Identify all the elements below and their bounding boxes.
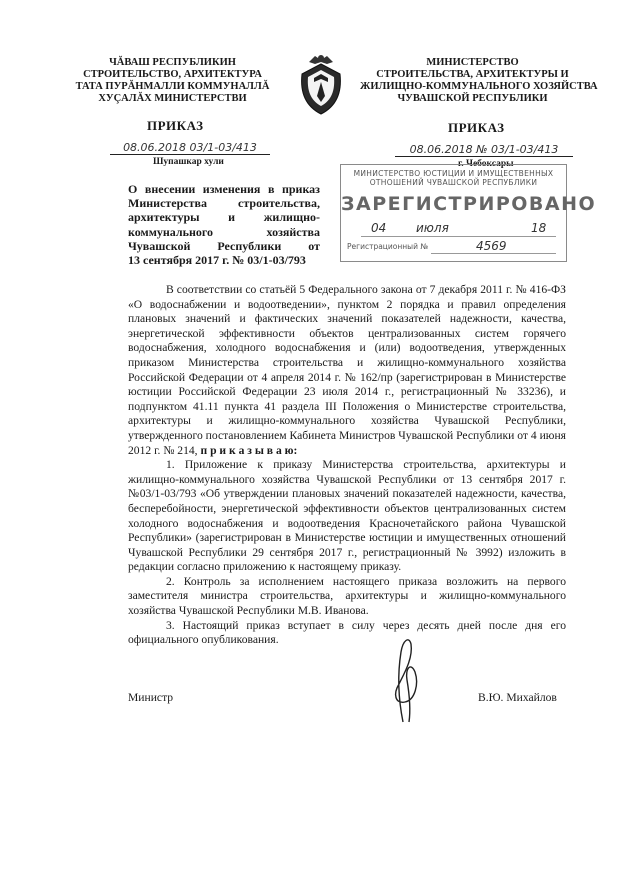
document-body [128,283,566,648]
header-right-line: ЖИЛИЩНО-КОММУНАЛЬНОГО ХОЗЯЙСТВА [360,81,598,92]
intro-text: В соответствии со статьёй 5 Федерального закона от 7 декабря 2011 г. № 416-ФЗ «О водоснабжении и водоотведении», пунктом 2 порядка и правил определения плановых значений и фактических значений показателей надежности, качества, энергетической эффективности объектов централизованных систем горячего водоснабжения, холодного водоснабжения и (или) водоотведения, утвержденных приказом Министерства строительства и жилищно-коммунального хозяйства Российской Федерации от 4 апреля 2014 г. № 162/пр (зарегистрирован в Министерстве юстиции Российской Федерации 23 июля 2014 г., регистрационный № 33236), и подпунктом 41.11 пункта 41 раздела III Положения о Министерстве строительства, архитектуры и жилищно-коммунального хозяйства Чувашской Республики, утвержденного постановлением Кабинета Министров Чувашской Республики от 4 июня 2012 г. № 214, [128,283,566,457]
stamp-day: 04 [371,221,387,235]
header-right-line: МИНИСТЕРСТВО [426,57,519,68]
stamp-reg-underline [431,253,556,254]
stamp-line: МИНИСТЕРСТВО ЮСТИЦИИ И ИМУЩЕСТВЕННЫХ [353,169,554,178]
title-line: Чувашской Республики от [128,238,320,253]
intro-paragraph [128,283,566,458]
title-line: О внесении изменения в приказ [128,182,320,196]
header-left-line: ЧĂВАШ РЕСПУБЛИКИН [109,57,236,68]
stamp-date-underline [361,236,556,237]
header-left-line: ХУÇАЛĂХ МИНИСТЕРСТВИ [98,93,247,104]
header-left-line: ТАТА ПУРĂНМАЛЛИ КОММУНАЛЛĂ [75,81,270,92]
title-line: архитектуры и жилищно- [128,210,320,225]
stamp-registered: ЗАРЕГИСТРИРОВАНО [341,193,597,215]
stamp-line: ОТНОШЕНИЙ ЧУВАШСКОЙ РЕСПУБЛИКИ [369,178,538,187]
title-line: коммунального хозяйства [128,224,320,239]
item-paragraph: 2. Контроль за исполнением настоящего приказа возложить на первого заместителя министра строительства, архитектуры и жилищно-коммунального хозяйства Чувашской Республики М.В. Иванова. [128,574,566,618]
registration-stamp [340,164,597,262]
header-left-line: СТРОИТЕЛЬСТВО, АРХИТЕКТУРА [83,69,262,80]
city-left: Шупашкар хули [153,157,224,167]
header-right-line: ЧУВАШСКОЙ РЕСПУБЛИКИ [397,93,548,104]
header-left [65,57,280,105]
city-right: г. Чебоксары [458,159,514,169]
title-line: Министерства строительства, [128,196,320,211]
document-title [128,182,320,267]
stamp-date-row [341,221,566,239]
coat-of-arms-emblem [297,52,345,118]
stamp-month: июля [416,221,449,235]
item-paragraph: 1. Приложение к приказу Министерства строительства, архитектуры и жилищно-коммунального хозяйства Чувашской Республики от 13 сентября 2017 г. №03/1-03/793 «Об утверждении плановых значений показателей надежности, качества, бесперебойности, энергетической эффективности объектов централизованных систем холодного водоснабжения и водоотведения Красночетайского района Чувашской Республики» (зарегистрирован в Министерстве юстиции и имущественных отношений Чувашской Республики 29 сентября 2017 г., регистрационный № 3992) изложить в редакции согласно приложению к настоящему приказу. [128,458,566,574]
prikaz-right: ПРИКАЗ [448,120,505,135]
title-line: 13 сентября 2017 г. № 03/1-03/793 [128,253,306,268]
stamp-reg-number: 4569 [476,239,507,253]
date-number-right: 08.06.2018 № 03/1-03/413 [395,143,573,157]
prikazyvayu: п р и к а з ы в а ю: [200,443,298,457]
stamp-year: 18 [531,221,547,235]
prikaz-left: ПРИКАЗ [147,118,204,133]
item-paragraph: 3. Настоящий приказ вступает в силу через десять дней после дня его официального опубликования. [128,618,566,647]
header-right-line: СТРОИТЕЛЬСТВА, АРХИТЕКТУРЫ И [376,69,569,80]
stamp-reg-label: Регистрационный № [347,242,429,251]
handwritten-signature [375,632,435,727]
signature-name: В.Ю. Михайлов [478,691,557,704]
header-right [360,57,598,105]
signature-position: Министр [128,691,174,704]
date-number-left: 08.06.2018 03/1-03/413 [110,141,270,155]
stamp-reg-row [341,239,566,257]
